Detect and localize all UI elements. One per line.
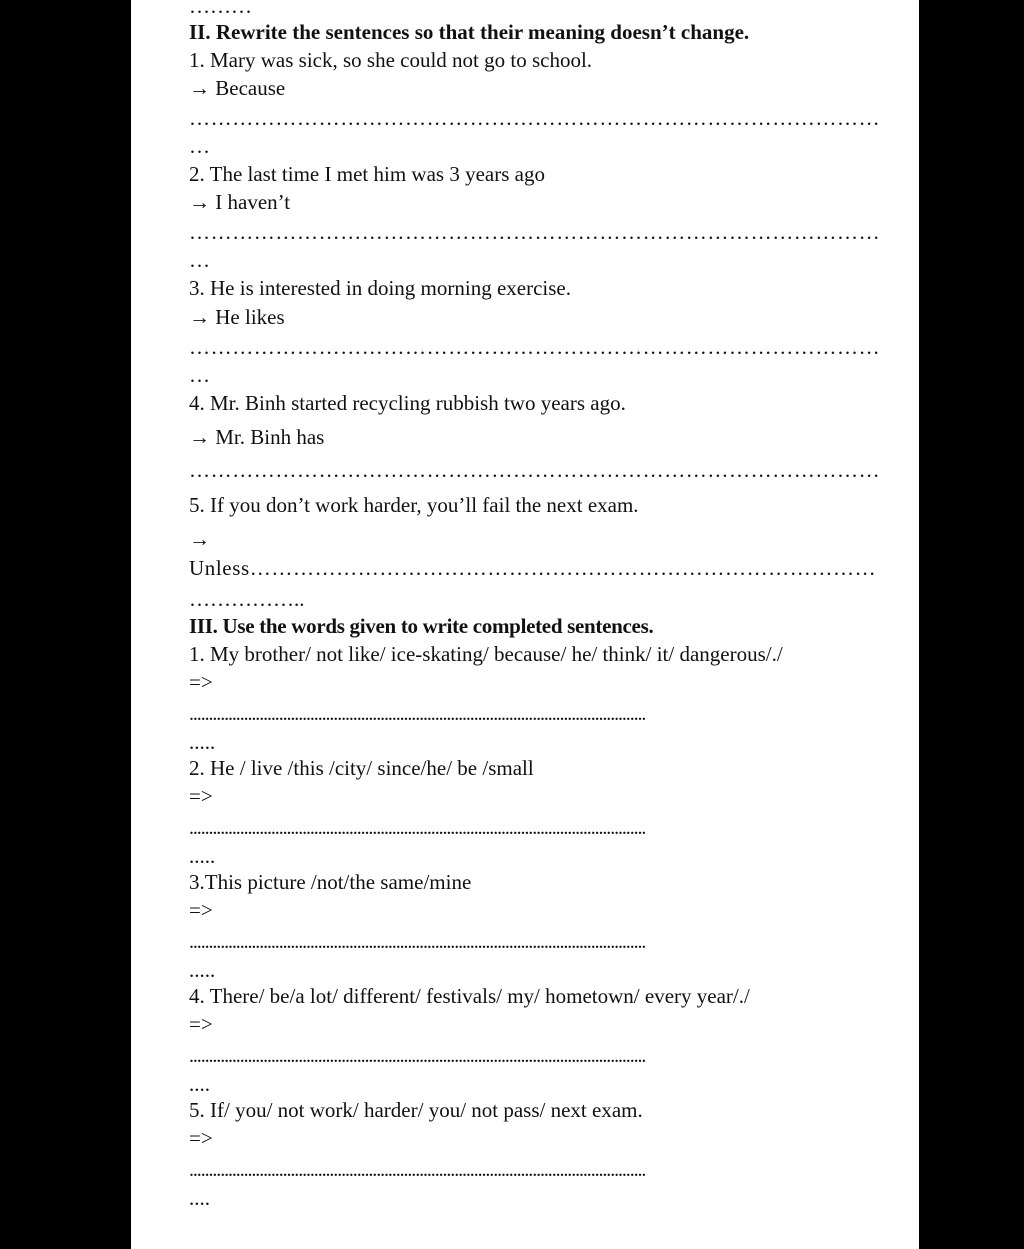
s2-q3-prompt: → He likes [189,305,285,329]
s2-q3-answer-tail: … [189,363,210,387]
s2-q2-answer-line[interactable]: …………………………………………………………………………………… [189,220,881,244]
s3-question-1: 1. My brother/ not like/ ice-skating/ because/ he/ think/ it/ dangerous/./ [189,642,783,666]
s3-question-2: 2. He / live /this /city/ since/he/ be /small [189,756,534,780]
s3-q3-prompt: => [189,898,213,922]
s2-question-3: 3. He is interested in doing morning exercise. [189,276,571,300]
s3-q1-prompt: => [189,670,213,694]
s3-q4-prompt: => [189,1012,213,1036]
s3-question-5: 5. If/ you/ not work/ harder/ you/ not pass/ next exam. [189,1098,643,1122]
s2-q1-prompt: → Because [189,76,286,100]
s3-question-4: 4. There/ be/a lot/ different/ festivals/ my/ hometown/ every year/./ [189,984,750,1008]
top-dots: ……… [189,0,252,18]
s3-q4-answer-line[interactable]: ..................................................................................................................... [189,1045,646,1067]
s3-q4-answer-tail: .... [189,1072,210,1096]
s2-question-4: 4. Mr. Binh started recycling rubbish two years ago. [189,391,626,415]
s3-q2-answer-tail: ..... [189,844,216,868]
s3-q3-answer-tail: ..... [189,958,216,982]
s2-question-1: 1. Mary was sick, so she could not go to school. [189,48,593,72]
s3-q1-answer-tail: ..... [189,730,216,754]
s3-q5-answer-line[interactable]: ..................................................................................................................... [189,1159,646,1181]
s3-q5-prompt: => [189,1126,213,1150]
s2-question-2: 2. The last time I met him was 3 years ago [189,162,545,186]
s3-q5-answer-tail: .... [189,1186,210,1210]
s2-q5-answer-tail: …………….. [189,587,305,611]
section-2-heading: II. Rewrite the sentences so that their meaning doesn’t change. [189,20,750,44]
s3-q2-answer-line[interactable]: ..................................................................................................................... [189,817,646,839]
s2-q1-answer-line[interactable]: …………………………………………………………………………………… [189,106,881,130]
s2-q4-prompt: → Mr. Binh has [189,425,325,449]
s2-q2-answer-tail: … [189,248,210,272]
s3-q2-prompt: => [189,784,213,808]
s2-q2-prompt: → I haven’t [189,190,291,214]
s2-q5-prompt-line[interactable]: Unless…………………………………………………………………………… [189,556,877,580]
s2-q4-answer-line[interactable]: …………………………………………………………………………………… [189,458,881,482]
s3-question-3: 3.This picture /not/the same/mine [189,870,472,894]
s2-q1-answer-tail: … [189,134,210,158]
s2-question-5: 5. If you don’t work harder, you’ll fail the next exam. [189,493,639,517]
section-3-heading: III. Use the words given to write completed sentences. [189,614,654,638]
s2-q5-arrow: → [189,527,210,551]
s2-q3-answer-line[interactable]: …………………………………………………………………………………… [189,335,881,359]
worksheet-page [131,0,919,1249]
s3-q3-answer-line[interactable]: ..................................................................................................................... [189,931,646,953]
s3-q1-answer-line[interactable]: ..................................................................................................................... [189,703,646,725]
